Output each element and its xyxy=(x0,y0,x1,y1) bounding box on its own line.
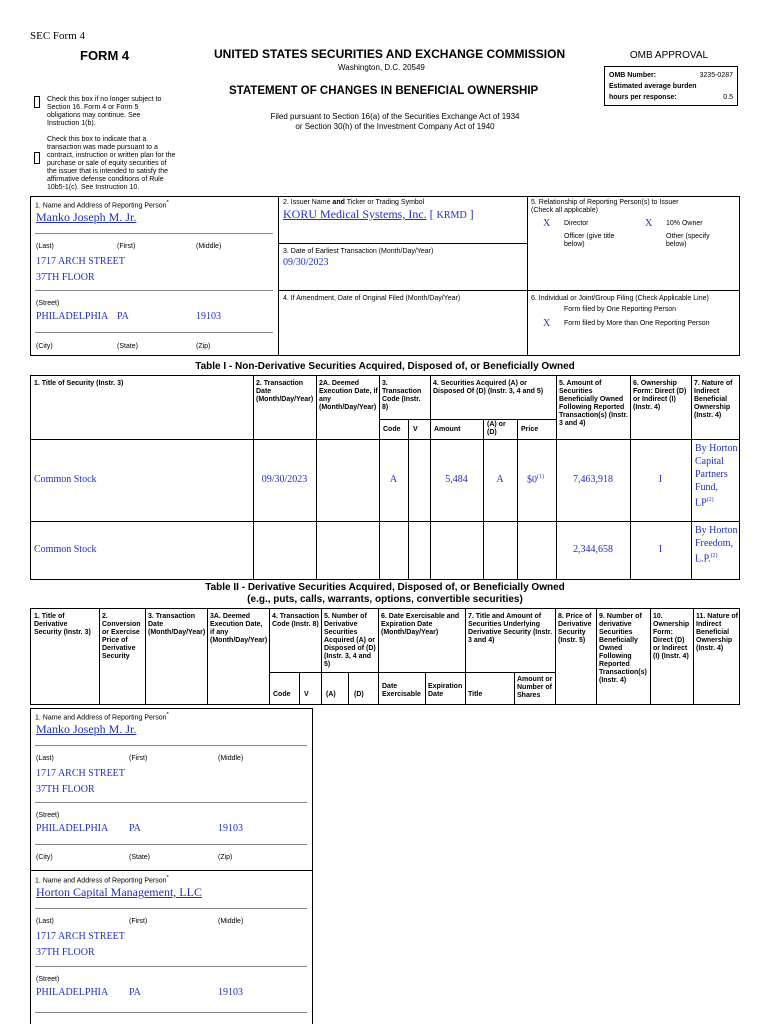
t1-row1-date: 09/30/2023 xyxy=(261,474,308,485)
t2-h-exercisable: 6. Date Exercisable and Expiration Date (Month/Day/Year) xyxy=(381,613,460,636)
box5-sublabel: (Check all applicable) xyxy=(531,207,598,214)
issuer-line: KORU Medical Systems, Inc. [ KRMD ] xyxy=(283,207,474,221)
t1-row2-owned: 2,344,658 xyxy=(573,544,613,555)
t2-sub-expiration: Expiration Date xyxy=(428,683,463,698)
t2-sub-d: (D) xyxy=(354,691,364,698)
rp1-middle-label: (Middle) xyxy=(218,755,244,762)
t1-row2-title: Common Stock xyxy=(34,544,97,555)
city-value: PHILADELPHIA xyxy=(36,311,109,322)
rp1-name-link[interactable]: Manko Joseph M. Jr. xyxy=(36,722,137,736)
sec-form-label: SEC Form 4 xyxy=(30,30,86,42)
more-than-one-mark[interactable]: X xyxy=(543,318,551,329)
box3-label: 3. Date of Earliest Transaction (Month/Day/Year) xyxy=(283,248,434,255)
omb-approval-title: OMB APPROVAL xyxy=(629,50,709,61)
street-line-1: 1717 ARCH STREET xyxy=(36,256,125,267)
rp1-zip-label: (Zip) xyxy=(218,854,233,861)
rp1-label: 1. Name and Address of Reporting Person* xyxy=(35,712,169,722)
t1-row2-form: I xyxy=(658,544,663,555)
officer-label: Officer (give title below) xyxy=(564,233,615,248)
agency-location: Washington, D.C. 20549 xyxy=(338,63,425,72)
t1-row1-code: A xyxy=(389,474,398,485)
other-label: Other (specify below) xyxy=(666,233,710,248)
t2-h-date: 3. Transaction Date (Month/Day/Year) xyxy=(148,613,206,636)
t1-h-title: 1. Title of Security (Instr. 3) xyxy=(34,380,124,387)
table2-subtitle: (e.g., puts, calls, warrants, options, convertible securities) xyxy=(247,594,523,605)
rule10b51-checkbox[interactable] xyxy=(34,152,40,164)
city-label: (City) xyxy=(36,343,53,350)
rp1-state-label: (State) xyxy=(129,854,151,861)
first-label: (First) xyxy=(117,243,136,250)
t1-h-owned: 5. Amount of Securities Beneficially Owned Following Reported Transaction(s) (Instr. 3 and 4) xyxy=(559,380,628,427)
rp1-state: PA xyxy=(129,823,141,834)
t2-h-code: 4. Transaction Code (Instr. 8) xyxy=(272,613,320,628)
t1-sub-aord: (A) or (D) xyxy=(487,421,506,436)
t2-sub-a: (A) xyxy=(326,691,336,698)
filed-pursuant-1: Filed pursuant to Section 16(a) of the Securities Exchange Act of 1934 xyxy=(270,112,520,121)
t1-h-deemed: 2A. Deemed Execution Date, if any (Month/Day/Year) xyxy=(319,380,378,411)
ten-percent-owner-mark[interactable]: X xyxy=(645,218,653,229)
zip-value: 19103 xyxy=(196,311,221,322)
middle-label: (Middle) xyxy=(196,243,222,250)
t2-h-form: 10. Ownership Form: Direct (D) or Indirect (I) (Instr. 4) xyxy=(653,613,690,660)
box5-label: 5. Relationship of Reporting Person(s) to Issuer xyxy=(531,199,679,206)
box1-label: 1. Name and Address of Reporting Person* xyxy=(35,200,169,210)
earliest-transaction-date: 09/30/2023 xyxy=(283,257,329,268)
one-reporting-person-label: Form filed by One Reporting Person xyxy=(564,306,677,313)
rp2-name-link[interactable]: Horton Capital Management, LLC xyxy=(36,885,202,899)
t2-h-underlying: 7. Title and Amount of Securities Underlying Derivative Security (Instr. 3 and 4) xyxy=(468,613,553,644)
t2-h-number: 5. Number of Derivative Securities Acquired (A) or Disposed of (D) (Instr. 3, 4 and 5) xyxy=(324,613,376,668)
state-label: (State) xyxy=(117,343,139,350)
t2-sub-title: Title xyxy=(468,691,483,698)
ticker-symbol: KRMD xyxy=(436,210,467,221)
rp1-last-label: (Last) xyxy=(36,755,54,762)
section16-checkbox[interactable] xyxy=(34,96,40,108)
rp1-city-label: (City) xyxy=(36,854,53,861)
rp2-street-label: (Street) xyxy=(36,976,60,983)
director-mark[interactable]: X xyxy=(543,218,551,229)
rp2-zip: 19103 xyxy=(218,987,243,998)
rule10b51-text: Check this box to indicate that a transaction was made pursuant to a contract, instruction or written plan for the purchase or sale of equity securities of the issuer that is intended to satisfy the affirmative defense conditions of Rule 10b5-1(c). See Instruction 10. xyxy=(47,136,176,191)
t1-row1-title: Common Stock xyxy=(34,474,97,485)
t1-row1-aord: A xyxy=(496,474,504,485)
rp2-last-label: (Last) xyxy=(36,918,54,925)
t2-h-nature: 11. Nature of Indirect Beneficial Ownership (Instr. 4) xyxy=(696,613,739,652)
t1-row1-amount: 5,484 xyxy=(445,474,468,485)
box2-label: 2. Issuer Name and Ticker or Trading Symbol xyxy=(283,199,425,206)
t2-sub-date-exercisable: Date Exercisable xyxy=(382,683,421,698)
rp2-state: PA xyxy=(129,987,141,998)
rp1-street1: 1717 ARCH STREET xyxy=(36,768,125,779)
section16-text: Check this box if no longer subject to Section 16. Form 4 or Form 5 obligations may continue. See Instruction 1(b). xyxy=(47,96,162,127)
t1-row1-nature: By Horton Capital Partners Fund, LP$^{(2)}$ xyxy=(695,443,738,509)
rp1-city: PHILADELPHIA xyxy=(36,823,109,834)
rp1-street-label: (Street) xyxy=(36,812,60,819)
box6-label: 6. Individual or Joint/Group Filing (Check Applicable Line) xyxy=(531,295,709,302)
ten-percent-owner-label: 10% Owner xyxy=(666,220,703,227)
t1-h-form: 6. Ownership Form: Direct (D) or Indirect (I) (Instr. 4) xyxy=(633,380,687,411)
omb-number-value: 3235-0287 xyxy=(699,72,733,79)
state-value: PA xyxy=(117,311,129,322)
rp2-city: PHILADELPHIA xyxy=(36,987,109,998)
t1-h-securities: 4. Securities Acquired (A) or Disposed Of (D) (Instr. 3, 4 and 5) xyxy=(433,380,544,395)
t2-h-title: 1. Title of Derivative Security (Instr. 3) xyxy=(34,613,91,636)
street-line-2: 37TH FLOOR xyxy=(36,272,95,283)
t2-h-owned: 9. Number of derivative Securities Beneficially Owned Following Reported Transaction(s) (Instr. 4) xyxy=(599,613,647,684)
rp2-street1: 1717 ARCH STREET xyxy=(36,931,125,942)
agency-title: UNITED STATES SECURITIES AND EXCHANGE COMMISSION xyxy=(214,47,566,61)
t2-sub-v: V xyxy=(304,691,309,698)
filed-pursuant-2: or Section 30(h) of the Investment Company Act of 1940 xyxy=(295,122,495,131)
form-title: FORM 4 xyxy=(80,48,130,63)
t2-sub-code: Code xyxy=(273,691,291,698)
reporting-person-link[interactable]: Manko Joseph M. Jr. xyxy=(36,210,137,224)
t1-sub-v: V xyxy=(413,426,418,433)
t1-sub-amount: Amount xyxy=(434,426,461,433)
t1-h-date: 2. Transaction Date (Month/Day/Year) xyxy=(256,380,314,403)
omb-burden-value: 0.5 xyxy=(723,94,733,101)
t2-h-price: 8. Price of Derivative Security (Instr. 5) xyxy=(558,613,592,644)
street-label: (Street) xyxy=(36,300,60,307)
rp2-middle-label: (Middle) xyxy=(218,918,244,925)
omb-hours-label: hours per response: xyxy=(609,94,677,101)
rp2-label: 1. Name and Address of Reporting Person* xyxy=(35,875,169,885)
t2-sub-amount: Amount or Number of Shares xyxy=(517,676,553,699)
zip-label: (Zip) xyxy=(196,343,211,350)
t1-sub-price: Price xyxy=(521,426,539,433)
more-than-one-label: Form filed by More than One Reporting Person xyxy=(564,320,710,327)
rp1-zip: 19103 xyxy=(218,823,243,834)
t2-h-deemed: 3A. Deemed Execution Date, if any (Month/Day/Year) xyxy=(210,613,268,644)
t1-h-code: 3. Transaction Code (Instr. 8) xyxy=(382,380,422,411)
table1-title: Table I - Non-Derivative Securities Acquired, Disposed of, or Beneficially Owned xyxy=(195,361,575,372)
rp1-first-label: (First) xyxy=(129,755,148,762)
t1-sub-code: Code xyxy=(383,426,401,433)
rp2-street2: 37TH FLOOR xyxy=(36,947,95,958)
t2-h-conversion: 2. Conversion or Exercise Price of Derivative Security xyxy=(102,613,141,660)
director-label: Director xyxy=(564,220,589,227)
issuer-link[interactable]: KORU Medical Systems, Inc. xyxy=(283,207,427,221)
t1-h-nature: 7. Nature of Indirect Beneficial Ownership (Instr. 4) xyxy=(694,380,733,419)
table2-title: Table II - Derivative Securities Acquired, Disposed of, or Beneficially Owned xyxy=(205,582,565,593)
t1-row1-form: I xyxy=(658,474,663,485)
rp1-street2: 37TH FLOOR xyxy=(36,784,95,795)
rp2-first-label: (First) xyxy=(129,918,148,925)
statement-title: STATEMENT OF CHANGES IN BENEFICIAL OWNERSHIP xyxy=(229,85,539,97)
t1-row1-owned: 7,463,918 xyxy=(573,474,613,485)
omb-burden-label: Estimated average burden xyxy=(609,83,697,90)
omb-number-label: OMB Number: xyxy=(609,72,657,79)
box4-label: 4. If Amendment, Date of Original Filed (Month/Day/Year) xyxy=(283,295,461,302)
last-label: (Last) xyxy=(36,243,54,250)
t1-row1-price: $0$^{(1)}$ xyxy=(527,474,544,486)
t1-row2-nature: By Horton Freedom, L.P.$^{(2)}$ xyxy=(695,525,738,565)
